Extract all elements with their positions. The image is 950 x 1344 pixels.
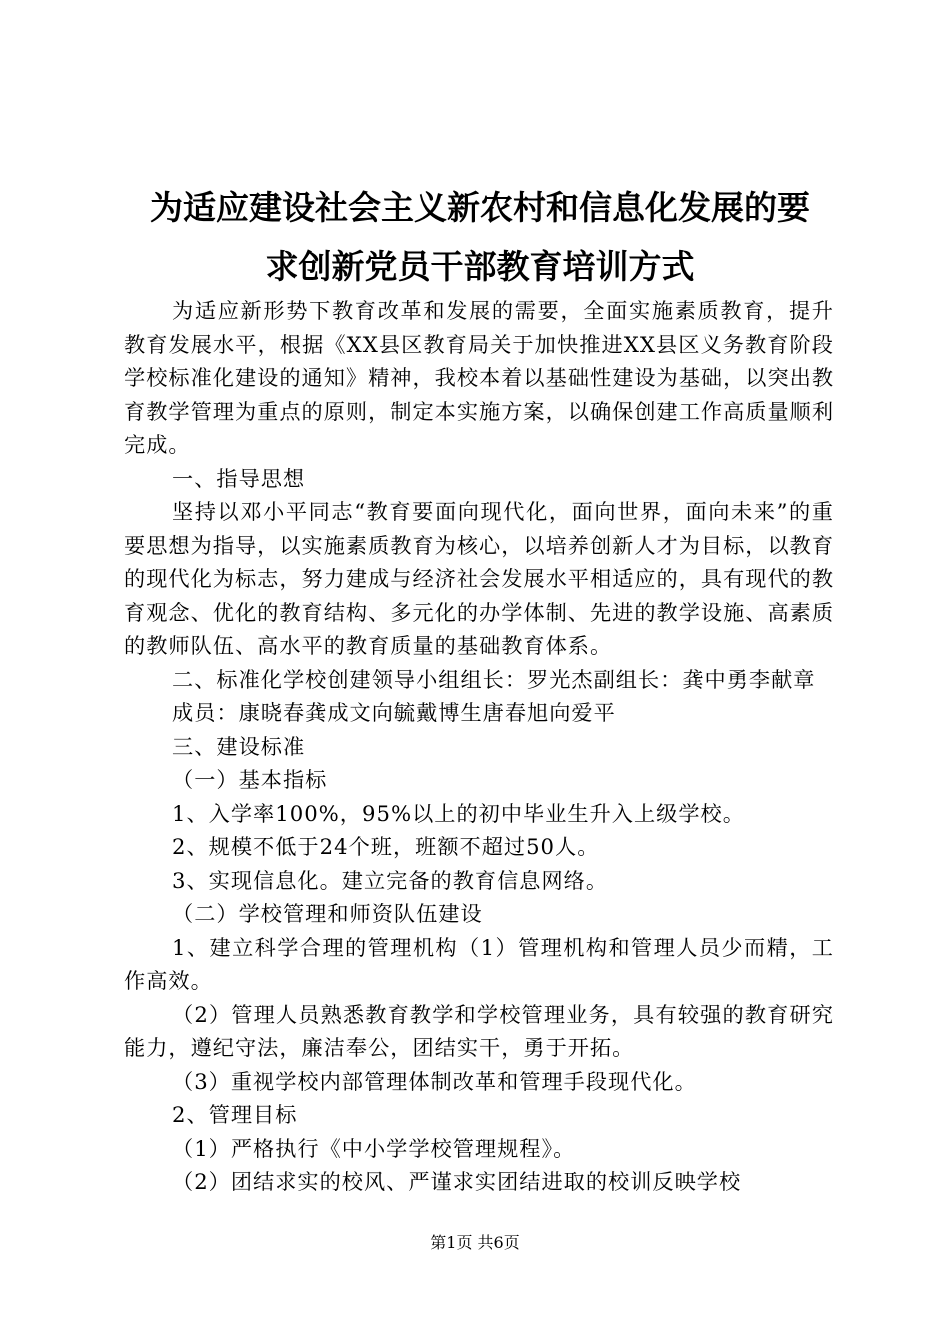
list-item: （2）团结求实的校风、严谨求实团结进取的校训反映学校 [172,1169,742,1194]
guiding-ideology-paragraph: 坚持以邓小平同志“教育要面向现代化，面向世界，面向未来”的重要思想为指导，以实施素质教育为核心，以培养创新人才为目标，以教育的现代化为标志，努力建成与经济社会发展水平相适应的，具有现代的教育观念、优化的教育结构、多元化的办学体制、先进的教学设施、高素质的教师队伍、高水平的教育质量的基础教育体系。 [124,499,835,658]
list-item: 2、规模不低于24个班，班额不超过50人。 [172,834,600,859]
list-item: 3、实现信息化。建立完备的教育信息网络。 [172,867,609,893]
leadership-group-paragraph: 二、标准化学校创建领导小组组长：罗光杰副组长：龚中勇李献章 [172,666,816,692]
management-goals-heading: 2、管理目标 [172,1102,298,1127]
subsection-management-staff: （二）学校管理和师资队伍建设 [172,901,483,926]
list-item: （2）管理人员熟悉教育教学和学校管理业务，具有较强的教育研究能力，遵纪守法，廉洁奉公，团结实干，勇于开拓。 [124,1001,834,1060]
list-item: （1）严格执行《中小学学校管理规程》。 [172,1135,576,1161]
members-paragraph: 成员：康晓春龚成文向毓戴博生唐春旭向爱平 [172,700,616,725]
section-heading-standards: 三、建设标准 [172,733,306,759]
subsection-basic-indicators: （一）基本指标 [172,767,328,792]
list-item: 1、入学率100%，95%以上的初中毕业生升入上级学校。 [172,800,745,826]
document-body [124,294,834,1199]
page-footer: 第1页 共6页 [430,1233,520,1252]
document-title-line-2: 求创新党员干部教育培训方式 [265,247,695,286]
document-title-line-1: 为适应建设社会主义新农村和信息化发展的要 [150,188,810,227]
intro-paragraph: 为适应新形势下教育改革和发展的需要，全面实施素质教育，提升教育发展水平，根据《XX县区教育局关于加快推进XX县区义务教育阶段学校标准化建设的通知》精神，我校本着以基础性建设为基础，以突出教育教学管理为重点的原则，制定本实施方案，以确保创建工作高质量顺利完成。 [124,298,835,457]
list-item: （3）重视学校内部管理体制改革和管理手段现代化。 [172,1068,697,1094]
list-item: 1、建立科学合理的管理机构（1）管理机构和管理人员少而精，工作高效。 [124,934,834,993]
section-heading-guiding-ideology: 一、指导思想 [172,465,306,491]
